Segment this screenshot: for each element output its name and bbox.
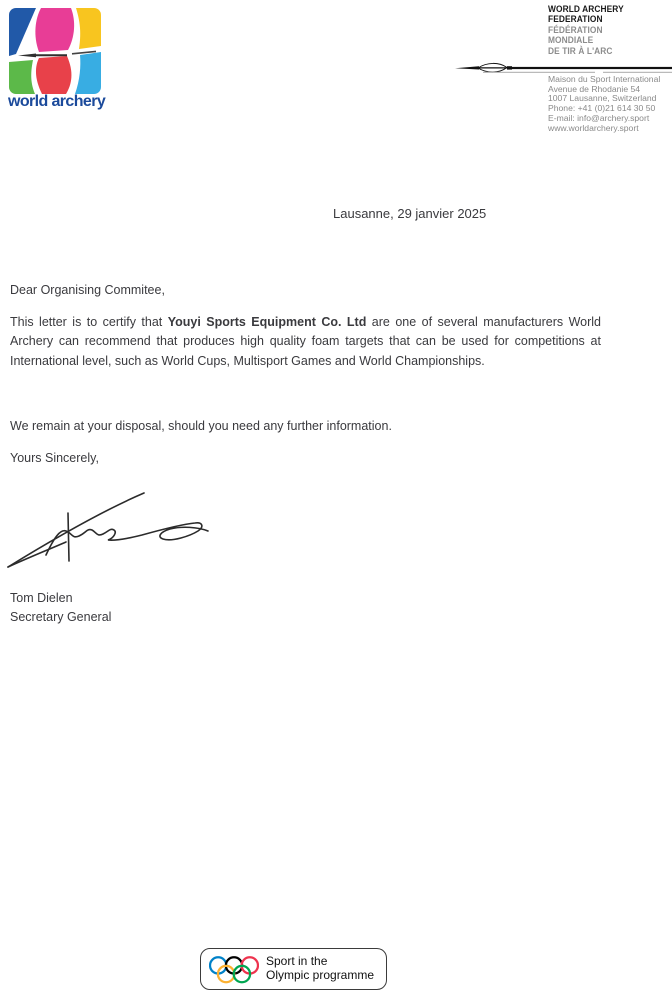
org-name-fr-line: MONDIALE: [548, 35, 594, 47]
olympic-badge: [200, 948, 387, 990]
body-paragraph: [10, 313, 601, 371]
olympic-badge-line: Sport in the: [266, 954, 328, 968]
olympic-badge-line: Olympic programme: [266, 968, 375, 982]
org-name-block: [548, 5, 671, 57]
paragraph-text: are one of several manufacturers World Archery can recommend that produces high quality foam targets that can be used for competitions at International level, such as World Cups, Multisport Games and World Championships.: [10, 315, 601, 368]
company-name: Youyi Sports Equipment Co. Ltd: [167, 315, 367, 329]
address-line: Avenue de Rhodanie 54: [548, 83, 641, 94]
olympic-badge-label: [266, 954, 374, 982]
org-name-fr-line: DE TIR À L'ARC: [548, 45, 613, 57]
org-name-en-line: WORLD ARCHERY: [548, 4, 624, 15]
signer-block: [10, 589, 111, 628]
address-line: Phone: +41 (0)21 614 30 50: [548, 103, 656, 114]
olympic-rings-icon: [209, 955, 259, 984]
signer-name: Tom Dielen: [10, 591, 73, 605]
address-line: www.worldarchery.sport: [548, 122, 639, 133]
salutation: Dear Organising Commitee,: [10, 283, 165, 297]
address-line: 1007 Lausanne, Switzerland: [548, 93, 657, 104]
address-line: Maison du Sport International: [548, 74, 661, 84]
address-line: E-mail: info@archery.sport: [548, 112, 650, 123]
closing-paragraph: We remain at your disposal, should you need any further information.: [10, 419, 392, 433]
org-name-en-line: FEDERATION: [548, 14, 603, 26]
org-name-fr-line: FÉDÉRATION: [548, 24, 603, 36]
signer-title: Secretary General: [10, 610, 112, 625]
dateline: Lausanne, 29 janvier 2025: [333, 206, 487, 221]
address-block: [548, 75, 672, 133]
signoff: Yours Sincerely,: [10, 451, 99, 465]
signature-image: [2, 483, 210, 575]
world-archery-logo-icon: [9, 8, 101, 94]
paragraph-text: This letter is to certify that: [10, 315, 168, 329]
logo-wordmark: world archery: [8, 93, 106, 110]
